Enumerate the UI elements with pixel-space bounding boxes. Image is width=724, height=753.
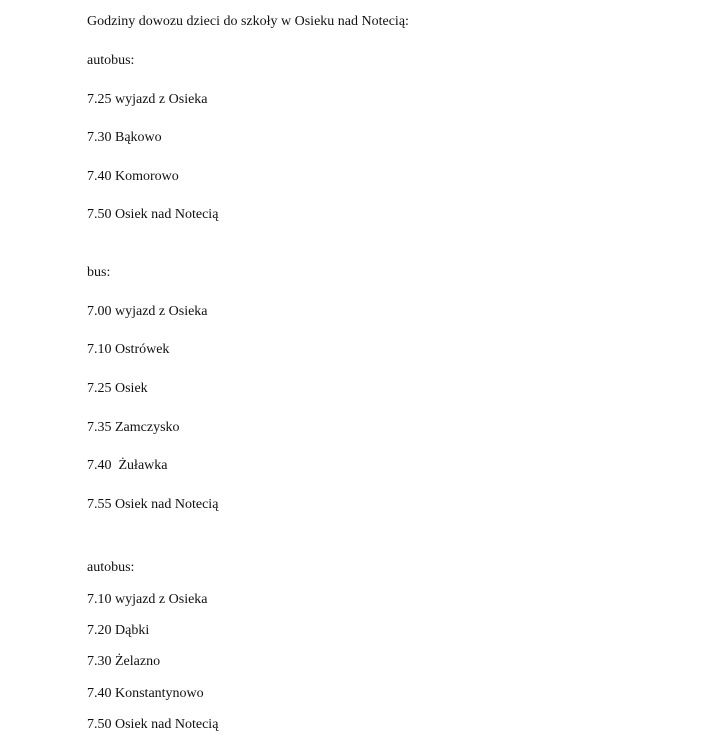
route-1-stop-4: 7.50 Osiek nad Notecią: [87, 207, 219, 222]
route-3-stop-2: 7.20 Dąbki: [87, 623, 150, 638]
route-2-label: bus:: [87, 265, 111, 280]
route-3-stop-3: 7.30 Żelazno: [87, 654, 161, 669]
route-2-stop-6: 7.55 Osiek nad Notecią: [87, 497, 219, 512]
route-1-stop-3: 7.40 Komorowo: [87, 169, 179, 184]
route-2-stop-4: 7.35 Zamczysko: [87, 420, 180, 435]
route-3-stop-1: 7.10 wyjazd z Osieka: [87, 592, 208, 607]
route-2-stop-3: 7.25 Osiek: [87, 381, 148, 396]
route-2-stop-2: 7.10 Ostrówek: [87, 342, 170, 357]
route-1-stop-1: 7.25 wyjazd z Osieka: [87, 92, 208, 107]
route-3-label: autobus:: [87, 560, 135, 575]
route-2-stop-5: 7.40 Żuławka: [87, 458, 168, 473]
document-title: Godziny dowozu dzieci do szkoły w Osieku nad Notecią:: [87, 14, 409, 29]
route-2-stop-1: 7.00 wyjazd z Osieka: [87, 304, 208, 319]
route-3-stop-5: 7.50 Osiek nad Notecią: [87, 717, 219, 732]
route-1-stop-2: 7.30 Bąkowo: [87, 130, 162, 145]
route-3-stop-4: 7.40 Konstantynowo: [87, 686, 204, 701]
route-1-label: autobus:: [87, 53, 135, 68]
